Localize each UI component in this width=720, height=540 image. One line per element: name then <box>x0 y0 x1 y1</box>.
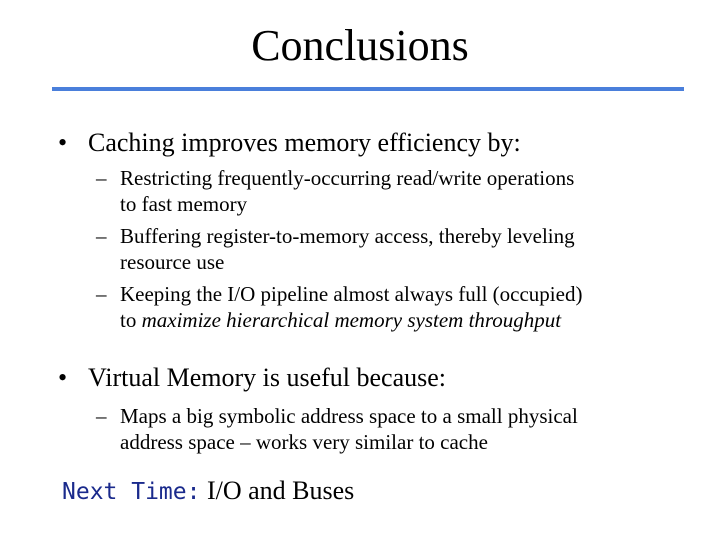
dash-marker: – <box>96 166 107 190</box>
dash-marker: – <box>96 224 107 248</box>
next-time <box>62 474 354 509</box>
subpoint <box>96 223 582 275</box>
bullet-marker: • <box>58 128 68 157</box>
subpoint-line <box>120 307 582 333</box>
subpoint <box>96 281 582 333</box>
title-divider <box>52 87 684 91</box>
subpoint-prefix: to <box>120 308 142 332</box>
next-time-label: Next Time: <box>62 479 201 505</box>
bullet-caching <box>58 126 521 160</box>
dash-marker: – <box>96 282 107 306</box>
subpoint-line: Buffering register-to-memory access, thereby leveling <box>120 224 575 248</box>
bullet-text: Caching improves memory efficiency by: <box>88 128 521 157</box>
subpoint <box>96 403 578 455</box>
subpoint-line: Maps a big symbolic address space to a small physical <box>120 404 578 428</box>
slide-title: Conclusions <box>251 21 469 70</box>
virtual-memory-subpoints <box>96 403 578 461</box>
subpoint-line: Keeping the I/O pipeline almost always full (occupied) <box>120 282 583 306</box>
subpoint <box>96 165 582 217</box>
subpoint-line: Restricting frequently-occurring read/write operations <box>120 166 575 190</box>
subpoint-line: address space – works very similar to cache <box>120 430 488 454</box>
subpoint-line: resource use <box>120 250 225 274</box>
bullet-virtual-memory <box>58 361 446 395</box>
bullet-text: Virtual Memory is useful because: <box>88 363 447 392</box>
bullet-marker: • <box>58 363 68 392</box>
subpoint-emphasis: maximize hierarchical memory system throughput <box>141 308 562 332</box>
subpoint-line: to fast memory <box>120 192 248 216</box>
caching-subpoints <box>96 165 582 339</box>
dash-marker: – <box>96 404 107 428</box>
next-time-topic: I/O and Buses <box>206 476 355 505</box>
